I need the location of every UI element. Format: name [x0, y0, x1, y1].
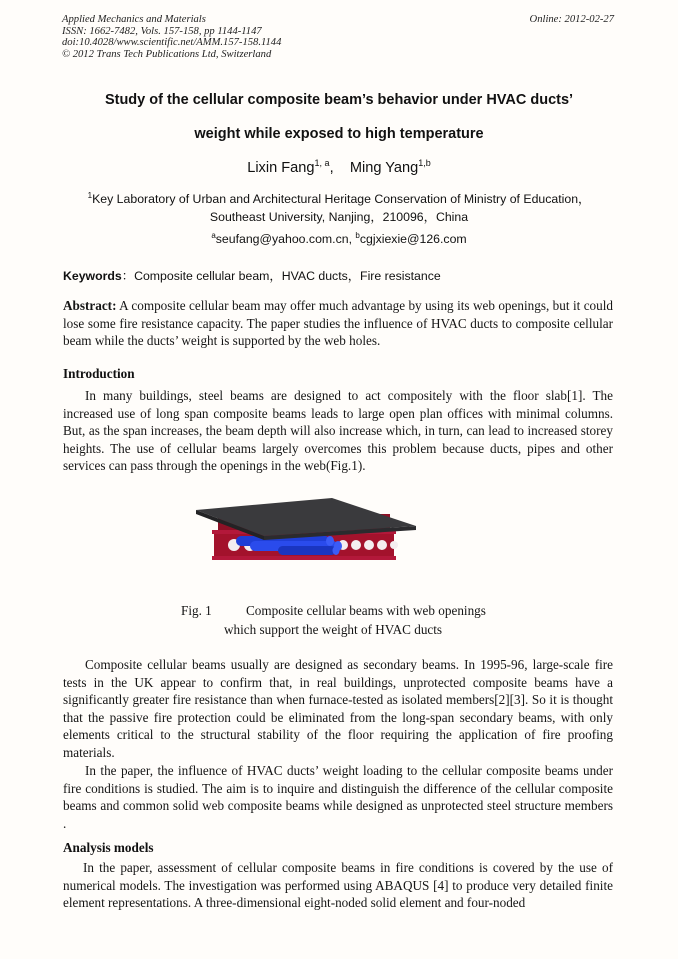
doi-line[interactable]: doi:10.4028/www.scientific.net/AMM.157-158.1144 [62, 37, 282, 49]
email-mark: a [211, 231, 216, 240]
online-date: Online: 2012-02-27 [529, 14, 614, 25]
figure-label: Fig. 1 [181, 603, 212, 618]
author-emails [40, 231, 638, 246]
paper-title-line-2: weight while exposed to high temperature [194, 126, 484, 142]
keywords [63, 266, 441, 284]
affiliation-line-2: Southeast University, Nanjing，210096，China [209, 210, 469, 224]
figure-cellular-beam [190, 490, 418, 572]
email-link[interactable]: cgjxiexie@126.com [359, 232, 467, 247]
keywords-text: ：Composite cellular beam，HVAC ducts，Fire resistance [121, 269, 441, 283]
author-affiliation-mark: 1,b [418, 158, 431, 168]
keywords-label: Keywords [63, 269, 122, 283]
email-link[interactable]: seufang@yahoo.com.cn, [215, 232, 356, 247]
figure-caption-line-2: which support the weight of HVAC ducts [224, 622, 443, 637]
journal-header [62, 14, 281, 60]
email-mark: b [355, 231, 360, 240]
analysis-paragraph: In the paper, assessment of cellular composite beams in fire conditions is covered by the use of numerical models. The investigation was performed using ABAQUS [4] to produce very detailed finite element representations. A three-dimensional eight-noded solid element and four-noded [63, 860, 613, 911]
author-affiliation-mark: 1, a [314, 158, 330, 168]
section-heading-analysis-models: Analysis models [63, 840, 154, 855]
copyright-line: © 2012 Trans Tech Publications Ltd, Switzerland [62, 48, 272, 60]
abstract-label: Abstract: [63, 298, 117, 313]
affiliation-mark: 1 [87, 190, 93, 200]
author-name: Ming Yang [349, 159, 419, 176]
paper-title-line-1: Study of the cellular composite beam’s behavior under HVAC ducts’ [104, 92, 574, 108]
journal-name: Applied Mechanics and Materials [62, 14, 206, 25]
author-name: Lixin Fang [247, 159, 315, 176]
affiliation-line-1: $^1$Key Laboratory of Urban and Architectural Heritage Conservation of Ministry of Education， [87, 190, 591, 206]
section-heading-introduction: Introduction [63, 366, 135, 381]
figure-caption-line-1: Composite cellular beams with web openings [246, 603, 486, 618]
introduction-paragraph: In many buildings, steel beams are designed to act compositely with the floor slab[1]. The increased use of long span composite beams leads to large open plan offices with minimal columns. But, as the span increases, the beam depth will also increase which, in turn, can lead to increased storey heights. The use of cellular beams largely overcomes this problem because ducts, pipes and other services can pass through the openings in the web(Fig.1). [63, 388, 613, 474]
issn-line: ISSN: 1662-7482, Vols. 157-158, pp 1144-1147 [62, 25, 262, 37]
abstract [63, 297, 613, 350]
body-paragraph: Composite cellular beams usually are designed as secondary beams. In 1995-96, large-scale fire tests in the UK appear to confirm that, in real buildings, unprotected composite beams have a significantly greater fire resistance than when furnace-tested as isolated members[2][3]. So it is thought that the passive fire protection could be eliminated from the long-span secondary beams, with only elements critical to the structural stability of the floor requiring the application of fire proofing materials. [63, 657, 613, 760]
abstract-text: A composite cellular beam may offer much advantage by using its web openings, but it could lose some fire resistance capacity. The paper studies the influence of HVAC ducts to composite cellular beam while the ducts’ weight is supported by the web holes. [63, 298, 613, 349]
author-list: Lixin Fang$^{1, a}$, Ming Yang$^{1,b}$ [247, 158, 431, 176]
body-paragraph: In the paper, the influence of HVAC ducts’ weight loading to the cellular composite beams under fire conditions is studied. The aim is to inquire and distinguish the difference of the cellular composite beams and common solid web composite beams while designed as unprotected steel structure members . [63, 763, 613, 831]
